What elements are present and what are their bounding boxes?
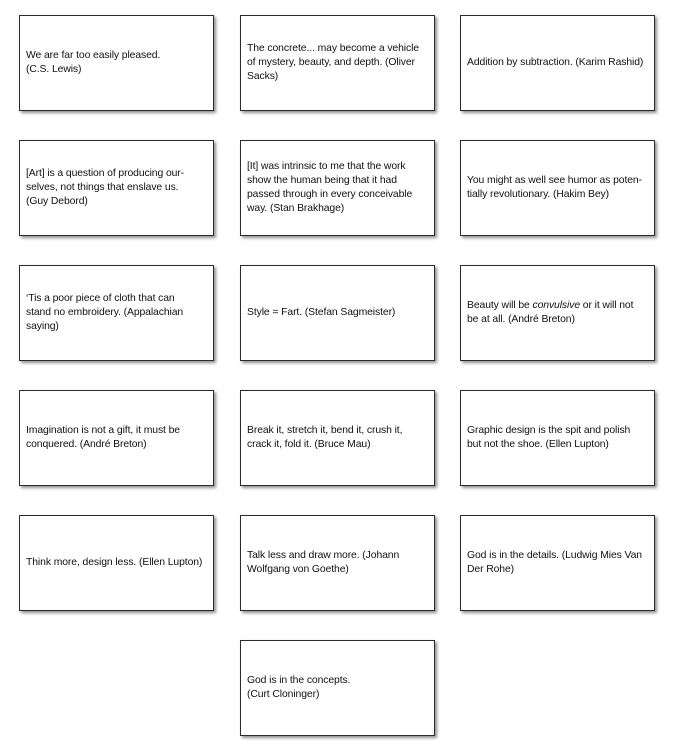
quote-text	[467, 299, 633, 327]
quote-card	[240, 15, 435, 111]
quote-card	[19, 15, 214, 111]
quote-emphasis: convulsive	[532, 300, 581, 312]
quote-card	[19, 265, 214, 361]
quote-card	[240, 140, 435, 236]
quote-card	[240, 640, 435, 736]
quote-card	[240, 515, 435, 611]
quote-card	[19, 390, 214, 486]
quote-card	[19, 140, 214, 236]
quote-card	[19, 515, 214, 611]
quote-text: You might as well see humor as poten- tially revolutionary. (Hakim Bey)	[467, 175, 642, 200]
quote-card	[460, 265, 655, 361]
quote-text: We are far too easily pleased. (C.S. Lewis)	[26, 50, 161, 75]
quote-text: Think more, design less. (Ellen Lupton)	[26, 557, 203, 569]
quote-text-part: Beauty will be	[467, 300, 533, 312]
quote-text: The concrete... may become a vehicle of mystery, beauty, and depth. (Oliver Sacks)	[247, 43, 419, 82]
quote-text: Graphic design is the spit and polish but not the shoe. (Ellen Lupton)	[467, 425, 631, 450]
quote-text: Break it, stretch it, bend it, crush it, crack it, fold it. (Bruce Mau)	[247, 425, 403, 450]
quote-text: ‘Tis a poor piece of cloth that can stand no embroidery. (Appalachian saying)	[26, 293, 184, 332]
quote-text: Addition by subtraction. (Karim Rashid)	[467, 57, 644, 69]
quote-text: God is in the details. (Ludwig Mies Van Der Rohe)	[467, 550, 642, 575]
quote-card	[240, 265, 435, 361]
quote-card	[460, 140, 655, 236]
quote-card	[240, 390, 435, 486]
quote-card	[460, 515, 655, 611]
quote-text: God is in the concepts. (Curt Cloninger)	[247, 675, 351, 700]
quote-text-part: or it will not be at all. (André Breton)	[467, 300, 634, 325]
quote-card	[460, 390, 655, 486]
quote-card	[460, 15, 655, 111]
quote-text: [Art] is a question of producing our- selves, not things that enslave us. (Guy Debord)	[26, 168, 185, 207]
quote-text: Style = Fart. (Stefan Sagmeister)	[247, 307, 396, 319]
quote-text: [It] was intrinsic to me that the work show the human being that it had passed through in every conceivable way. (Stan Brakhage)	[247, 161, 413, 214]
quote-text: Talk less and draw more. (Johann Wolfgang von Goethe)	[247, 550, 400, 575]
quote-text: Imagination is not a gift, it must be conquered. (André Breton)	[26, 425, 180, 450]
